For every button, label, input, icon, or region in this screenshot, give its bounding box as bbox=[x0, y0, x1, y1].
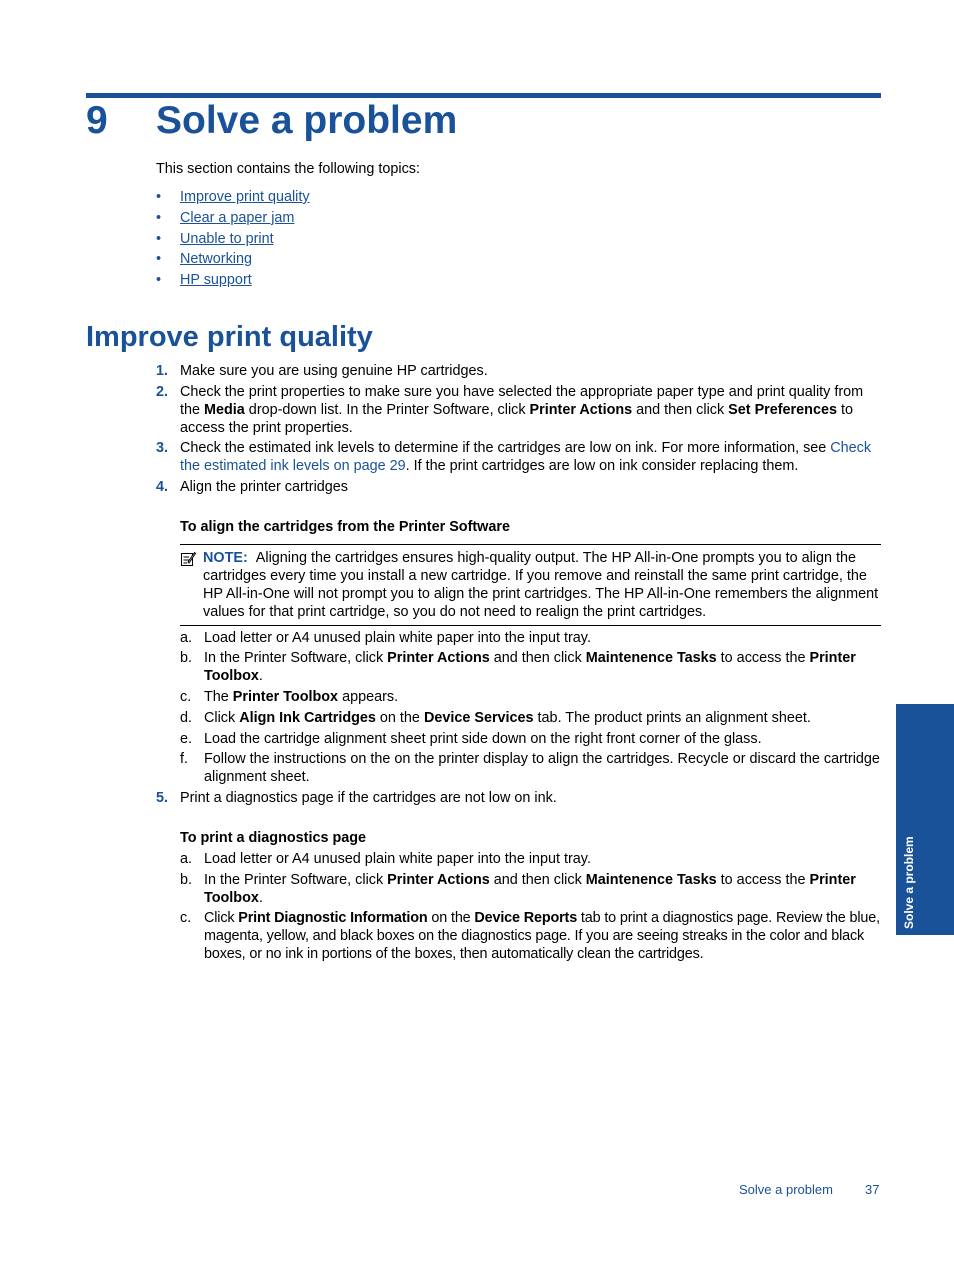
step-text: Load letter or A4 unused plain white paper into the input tray. bbox=[204, 851, 591, 867]
intro-text: This section contains the following topics: bbox=[156, 161, 420, 177]
step-number: 4. bbox=[156, 479, 169, 495]
step-4 bbox=[156, 478, 881, 496]
bullet: • bbox=[156, 209, 162, 226]
note-box bbox=[180, 549, 881, 621]
bold-run: Device Reports bbox=[474, 910, 578, 926]
topic-list bbox=[156, 188, 310, 292]
list-item bbox=[156, 230, 310, 251]
text-run: on the bbox=[375, 710, 424, 726]
list-item bbox=[156, 271, 310, 292]
chapter-title: Solve a problem bbox=[156, 99, 458, 142]
topic-link-clear-paper-jam[interactable]: Clear a paper jam bbox=[180, 209, 295, 226]
step-text bbox=[204, 709, 881, 727]
step-number: 2. bbox=[156, 384, 169, 400]
text-run: drop-down list. In the Printer Software, click bbox=[244, 402, 530, 418]
text-run: Check the estimated ink levels to determine if the cartridges are low on ink. For more information, see bbox=[180, 440, 831, 456]
text-run: appears. bbox=[338, 689, 399, 705]
topic-link-networking[interactable]: Networking bbox=[180, 251, 252, 268]
bold-run: Printer Toolbox bbox=[204, 872, 856, 906]
text-run: and then click bbox=[489, 650, 586, 666]
align-step-d bbox=[180, 709, 881, 727]
align-step-e bbox=[180, 730, 881, 748]
text-run: The bbox=[204, 689, 233, 705]
bullet: • bbox=[156, 230, 162, 247]
step-number: 5. bbox=[156, 790, 169, 806]
bold-run: Align Ink Cartridges bbox=[239, 710, 376, 726]
section-title: Improve print quality bbox=[86, 321, 373, 353]
list-item bbox=[156, 209, 310, 230]
bold-run: Printer Actions bbox=[387, 650, 490, 666]
step-3 bbox=[156, 439, 881, 475]
bold-run: Printer Actions bbox=[387, 872, 490, 888]
text-run: . bbox=[258, 668, 263, 684]
footer-page-number: 37 bbox=[865, 1182, 880, 1197]
topic-link-hp-support[interactable]: HP support bbox=[180, 272, 252, 288]
step-letter: c. bbox=[180, 910, 192, 926]
step-letter: f. bbox=[180, 751, 188, 767]
topic-link-improve-print-quality[interactable]: Improve print quality bbox=[180, 189, 310, 205]
text-run: In the Printer Software, click bbox=[204, 650, 388, 666]
align-step-c bbox=[180, 688, 881, 706]
text-run: tab to print a diagnostics page. Review the blue, magenta, yellow, and black boxes on the diagnostics page. If you are seeing streaks in the color and black boxes, or no ink in portions of the boxes, then automatically clean the cartridges. bbox=[204, 910, 880, 962]
bold-run: Maintenence Tasks bbox=[585, 650, 717, 666]
note-text-wrap bbox=[203, 549, 881, 621]
bullet: • bbox=[156, 189, 162, 205]
text-run: In the Printer Software, click bbox=[204, 872, 388, 888]
step-5 bbox=[156, 789, 881, 807]
text-run: to access the bbox=[716, 650, 810, 666]
diag-step-c bbox=[180, 909, 881, 963]
diag-heading: To print a diagnostics page bbox=[180, 830, 367, 846]
text-run: tab. The product prints an alignment sheet. bbox=[533, 710, 811, 726]
step-text bbox=[180, 439, 881, 475]
bullet: • bbox=[156, 251, 162, 268]
note-icon bbox=[180, 551, 196, 567]
step-letter: d. bbox=[180, 710, 193, 726]
text-run: Click bbox=[204, 910, 239, 926]
bullet: • bbox=[156, 272, 162, 288]
align-step-b bbox=[180, 649, 881, 685]
step-text: Make sure you are using genuine HP cartridges. bbox=[180, 363, 488, 379]
step-letter: e. bbox=[180, 731, 193, 747]
step-text bbox=[204, 688, 881, 706]
step-text bbox=[204, 871, 881, 907]
step-text: Print a diagnostics page if the cartridges are not low on ink. bbox=[180, 790, 557, 806]
align-heading: To align the cartridges from the Printer Software bbox=[180, 519, 510, 535]
step-text: Follow the instructions on the on the printer display to align the cartridges. Recycle or discard the cartridge alignment sheet. bbox=[204, 751, 880, 785]
step-1 bbox=[156, 362, 881, 380]
step-letter: a. bbox=[180, 851, 193, 867]
step-number: 3. bbox=[156, 440, 169, 456]
note-top-rule bbox=[180, 544, 881, 545]
bold-run: Device Services bbox=[423, 710, 534, 726]
bold-run: Media bbox=[204, 402, 245, 418]
text-run: Check the print properties to make sure you have selected the appropriate paper type and print quality from the bbox=[180, 384, 864, 418]
footer-section-name: Solve a problem bbox=[739, 1182, 833, 1197]
note-bottom-rule bbox=[180, 625, 881, 626]
diag-step-b bbox=[180, 871, 881, 907]
step-text: Load the cartridge alignment sheet print side down on the right front corner of the glass. bbox=[204, 731, 762, 747]
step-letter: b. bbox=[180, 872, 193, 888]
step-2 bbox=[156, 383, 881, 437]
text-run: . bbox=[258, 890, 263, 906]
step-number: 1. bbox=[156, 363, 169, 379]
bold-run: Printer Toolbox bbox=[204, 650, 856, 684]
note-label: NOTE: bbox=[203, 550, 248, 566]
text-run: to access the bbox=[716, 872, 810, 888]
text-run: Click bbox=[204, 710, 240, 726]
step-text bbox=[204, 649, 881, 685]
bold-run: Printer Toolbox bbox=[232, 689, 339, 705]
step-letter: b. bbox=[180, 650, 193, 666]
step-text: Align the printer cartridges bbox=[180, 479, 348, 495]
text-run: to access the print properties. bbox=[180, 402, 853, 436]
text-run: on the bbox=[427, 910, 475, 926]
step-letter: c. bbox=[180, 689, 192, 705]
ink-levels-link[interactable]: Check the estimated ink levels on page 29 bbox=[180, 440, 872, 474]
bold-run: Set Preferences bbox=[728, 402, 837, 418]
chapter-side-tab: Solve a problem bbox=[896, 704, 954, 935]
step-letter: a. bbox=[180, 630, 193, 646]
text-run: and then click bbox=[632, 402, 729, 418]
note-text: Aligning the cartridges ensures high-quality output. The HP All-in-One prompts you to align the cartridges every time you install a new cartridge. If you remove and reinstall the same print cartridge, the HP All-in-One will not prompt you to align the print cartridges. The HP All-in-One remembers the alignment values for that print cartridge, so you do not need to realign the print cartridges. bbox=[203, 550, 879, 620]
chapter-number: 9 bbox=[86, 99, 108, 142]
align-step-a bbox=[180, 629, 881, 647]
bold-run: Maintenence Tasks bbox=[585, 872, 717, 888]
step-text bbox=[204, 909, 881, 963]
text-run: . If the print cartridges are low on ink consider replacing them. bbox=[405, 458, 799, 474]
step-text: Load letter or A4 unused plain white paper into the input tray. bbox=[204, 630, 591, 646]
align-step-f bbox=[180, 750, 881, 786]
diag-step-a bbox=[180, 850, 881, 868]
text-run: and then click bbox=[489, 872, 586, 888]
bold-run: Print Diagnostic Information bbox=[238, 910, 428, 926]
bold-run: Printer Actions bbox=[529, 402, 633, 418]
list-item bbox=[156, 250, 310, 271]
step-text bbox=[180, 383, 881, 437]
list-item bbox=[156, 188, 310, 209]
topic-link-unable-to-print[interactable]: Unable to print bbox=[180, 230, 274, 247]
